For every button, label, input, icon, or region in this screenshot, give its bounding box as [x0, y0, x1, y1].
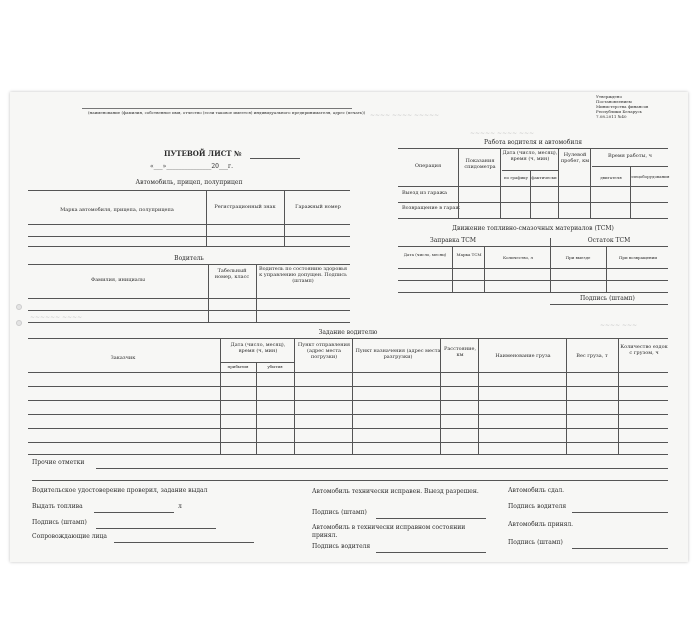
footer-escorts-label: Сопровождающие лица — [32, 533, 107, 540]
show-through-text: ~~~~~~ ~~~~ — [30, 314, 83, 321]
task-customer-header: Заказчик — [110, 355, 136, 361]
rule — [398, 268, 668, 269]
work-row-return: Возвращение в гараж — [402, 205, 461, 211]
rule — [94, 512, 174, 513]
fuel-issued-title: Заправка ТСМ — [429, 237, 477, 244]
rule — [398, 218, 668, 219]
fuel-quantity-header: Количество, л — [503, 255, 533, 260]
work-datetime-header: Дата (число, месяц), время (ч, мин) — [502, 150, 558, 162]
rule — [398, 246, 668, 247]
task-departure-header: убытия — [267, 364, 283, 369]
work-operation-header: Операция — [414, 163, 442, 169]
task-origin-header: Пункт отправления (адрес места погрузки) — [297, 342, 351, 360]
rule — [206, 190, 207, 246]
rule — [28, 264, 350, 265]
rule — [294, 338, 295, 454]
rule — [28, 428, 668, 429]
rule — [28, 246, 350, 247]
show-through-text: ~~~~ ~~~ — [600, 322, 638, 329]
footer-vehicle-accepted-label: Автомобиль принял. — [508, 521, 574, 528]
fuel-date-header: Дата (число, месяц) — [403, 252, 447, 257]
footer-tech-ok-label: Автомобиль технически исправен. Выезд разрешен. — [312, 488, 479, 495]
show-through-text: ~~~~~ ~~~~ ~~~ — [470, 130, 535, 137]
footer-accepted-ok-label: Автомобиль в технически исправном состоянии принял. — [312, 524, 466, 539]
org-caption: (наименование (фамилия, собственное имя, отчество (если таковое имеется) индивидуального предпринимателя, адрес (печать)) — [88, 110, 366, 115]
driver-name-header: Фамилия, инициалы — [91, 277, 145, 283]
rule — [256, 264, 257, 322]
rule — [28, 454, 668, 455]
fuel-on-departure-header: При выезде — [565, 255, 591, 260]
footer-left-signature: Подпись (штамп) — [32, 519, 87, 526]
footer-liters-unit: л — [178, 503, 182, 510]
task-destination-header: Пункт назначения (адрес места разгрузки) — [355, 348, 441, 360]
task-weight-header: Вес груза, т — [576, 353, 608, 359]
rule — [28, 386, 668, 387]
vehicle-garage-header: Гаражный номер — [295, 204, 341, 210]
rule — [398, 280, 668, 281]
rule — [376, 518, 486, 519]
rule — [484, 246, 485, 292]
rule — [28, 372, 668, 373]
task-trips-header: Количество ездок с грузом, ч — [620, 344, 668, 356]
work-scheduled-header: по графику — [503, 175, 529, 180]
rule — [558, 148, 559, 218]
rule — [220, 362, 294, 363]
rule — [284, 190, 285, 246]
vehicle-plate-header: Регистрационный знак — [214, 204, 276, 210]
rule — [32, 480, 668, 481]
rule — [28, 298, 350, 299]
work-odometer-header: Показания спидометра — [464, 158, 496, 170]
footer-driver-signature-right: Подпись водителя — [508, 503, 567, 510]
rule — [256, 362, 257, 454]
fuel-on-return-header: При возвращении — [618, 255, 658, 260]
rule — [590, 148, 591, 218]
rule — [28, 442, 668, 443]
fuel-signature: Подпись (штамп) — [580, 295, 635, 302]
rule — [458, 148, 459, 218]
rule — [220, 338, 221, 454]
rule — [96, 528, 216, 529]
rule — [28, 310, 350, 311]
rule — [352, 338, 353, 454]
rule — [606, 246, 607, 292]
work-section-title: Работа водителя и автомобиля — [484, 139, 582, 146]
rule — [96, 468, 668, 469]
footer-right-signature: Подпись (штамп) — [508, 539, 563, 546]
work-zero-mileage-header: Нулевой пробег, км — [560, 152, 590, 164]
driver-tab-number-header: Табельный номер, класс — [214, 268, 250, 280]
org-line — [82, 108, 352, 109]
rule — [452, 246, 453, 292]
rule — [28, 400, 668, 401]
punch-hole — [16, 304, 22, 310]
rule — [28, 414, 668, 415]
rule — [572, 512, 668, 513]
footer-checked-label: Водительское удостоверение проверил, задание выдал — [32, 487, 208, 494]
rule — [114, 542, 254, 543]
work-hours-header: Время работы, ч — [608, 153, 652, 159]
rule — [398, 202, 668, 203]
rule — [566, 338, 567, 454]
task-cargo-header: Наименование груза — [495, 353, 551, 359]
rule — [398, 292, 668, 293]
work-row-departure: Выезд из гаража — [402, 190, 448, 196]
task-datetime-header: Дата (число, месяц), время (ч, мин) — [230, 342, 286, 354]
work-special-equipment-header: спецоборудования — [630, 174, 670, 179]
footer-issue-fuel-label: Выдать топлива — [32, 503, 83, 510]
task-section-title: Задание водителю — [318, 329, 378, 336]
rule — [618, 338, 619, 454]
task-arrival-header: прибытия — [227, 364, 249, 369]
driver-section-title: Водитель — [174, 255, 204, 262]
rule — [500, 148, 501, 218]
rule — [630, 166, 631, 218]
vehicle-brand-header: Марка автомобиля, прицепа, полуприцепа — [60, 207, 174, 213]
footer-vehicle-handed-label: Автомобиль сдал. — [508, 487, 565, 494]
waybill-sheet — [10, 92, 688, 562]
rule — [478, 338, 479, 454]
work-actual-header: фактически — [531, 175, 557, 180]
page-title: ПУТЕВОЙ ЛИСТ № — [164, 149, 242, 158]
fuel-balance-title: Остаток ТСМ — [587, 237, 631, 244]
driver-health-header: Водитель по состоянию здоровья к управлению допущен. Подпись (штамп) — [258, 266, 348, 284]
rule — [376, 552, 486, 553]
rule — [28, 338, 668, 339]
rule — [572, 548, 668, 549]
vehicle-section-title: Автомобиль, прицеп, полуприцеп — [135, 179, 243, 186]
other-notes-label: Прочие отметки — [32, 459, 85, 466]
task-distance-header: Расстояние, км — [443, 346, 477, 358]
rule — [28, 236, 350, 237]
date-line: «___»_______________20___г. — [150, 163, 234, 170]
footer-middle-signature: Подпись (штамп) — [312, 509, 367, 516]
rule — [550, 238, 551, 292]
rule — [440, 338, 441, 454]
work-engine-header: двигателя — [600, 175, 622, 180]
rule — [398, 148, 668, 149]
approval-note: Утверждено Постановлением Министерства финансов Республики Беларусь 7.08.2011 №40 — [596, 94, 649, 119]
rule — [28, 224, 350, 225]
rule — [208, 264, 209, 322]
rule — [530, 170, 531, 218]
rule — [398, 186, 668, 187]
fuel-brand-header: Марка ТСМ — [456, 252, 482, 257]
rule — [550, 304, 668, 305]
footer-driver-signature-middle: Подпись водителя — [312, 543, 371, 550]
rule — [28, 322, 350, 323]
rule — [28, 190, 350, 191]
show-through-text: ~~~~ ~~~~ ~~~~~ — [370, 112, 440, 119]
fuel-section-title: Движение топливно-смазочных материалов (ТСМ) — [452, 225, 614, 232]
number-line — [250, 158, 300, 159]
punch-hole — [16, 320, 22, 326]
